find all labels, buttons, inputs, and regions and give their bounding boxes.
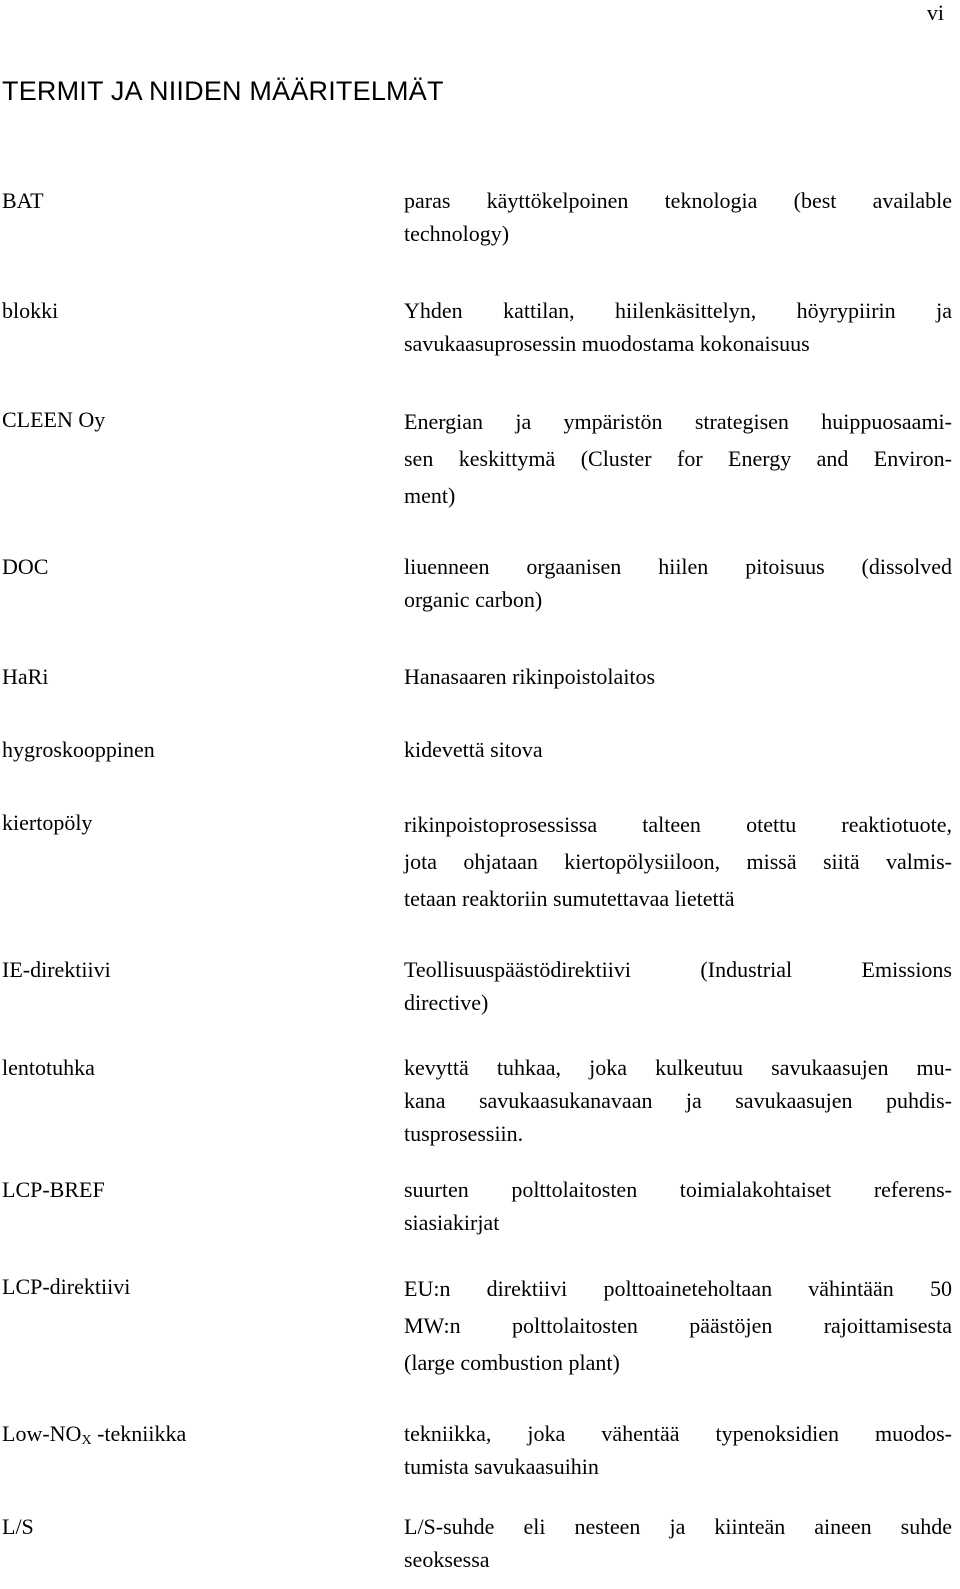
term-definition: Teollisuuspäästödirektiivi (Industrial Emissions directive) xyxy=(404,957,952,1015)
term-label: IE-direktiivi xyxy=(2,957,111,982)
term-label: L/S xyxy=(2,1514,34,1539)
term-definition: liuenneen orgaanisen hiilen pitoisuus (dissolved organic carbon) xyxy=(404,554,952,612)
page-number: vi xyxy=(926,0,944,25)
term-label: CLEEN Oy xyxy=(2,407,106,432)
term-label: DOC xyxy=(2,554,49,579)
term-label: HaRi xyxy=(2,664,49,689)
term-definition: rikinpoistoprosessissa talteen otettu reaktiotuote, jota ohjataan kiertopölysiiloon, missä siitä valmis- tetaan reaktoriin sumutettavaa lietettä xyxy=(404,812,952,911)
term-definition: Yhden kattilan, hiilenkäsittelyn, höyrypiirin ja savukaasuprosessin muodostama kokonaisuus xyxy=(404,298,952,356)
term-label: blokki xyxy=(2,298,59,323)
term-label: lentotuhka xyxy=(2,1055,95,1080)
term-definition: paras käyttökelpoinen teknologia (best available technology) xyxy=(404,188,952,246)
term-definition: kevyttä tuhkaa, joka kulkeutuu savukaasujen mu- kana savukaasukanavaan ja savukaasujen puhdis- tusprosessiin. xyxy=(404,1055,952,1146)
term-definition: tekniikka, joka vähentää typenoksidien muodos- tumista savukaasuihin xyxy=(404,1421,952,1479)
page-title: TERMIT JA NIIDEN MÄÄRITELMÄT xyxy=(2,76,444,106)
term-definition: suurten polttolaitosten toimialakohtaiset referens- siasiakirjat xyxy=(404,1177,952,1235)
term-definition: L/S-suhde eli nesteen ja kiinteän aineen suhde seoksessa xyxy=(404,1514,952,1572)
term-definition: kidevettä sitova xyxy=(404,737,543,762)
term-label: Low-$NO_X$ -tekniikka xyxy=(2,1421,187,1448)
term-label: LCP-direktiivi xyxy=(2,1274,131,1299)
term-label: kiertopöly xyxy=(2,810,93,835)
term-label: hygroskooppinen xyxy=(2,737,155,762)
term-label: LCP-BREF xyxy=(2,1177,105,1202)
term-definition: Hanasaaren rikinpoistolaitos xyxy=(404,664,656,689)
term-definition: EU:n direktiivi polttoaineteholtaan vähintään 50 MW:n polttolaitosten päästöjen rajoittamisesta (large combustion plant) xyxy=(404,1276,952,1375)
term-label: BAT xyxy=(2,188,44,213)
term-definition: Energian ja ympäristön strategisen huippuosaami- sen keskittymä (Cluster for Energy and Environ- ment) xyxy=(404,409,952,508)
